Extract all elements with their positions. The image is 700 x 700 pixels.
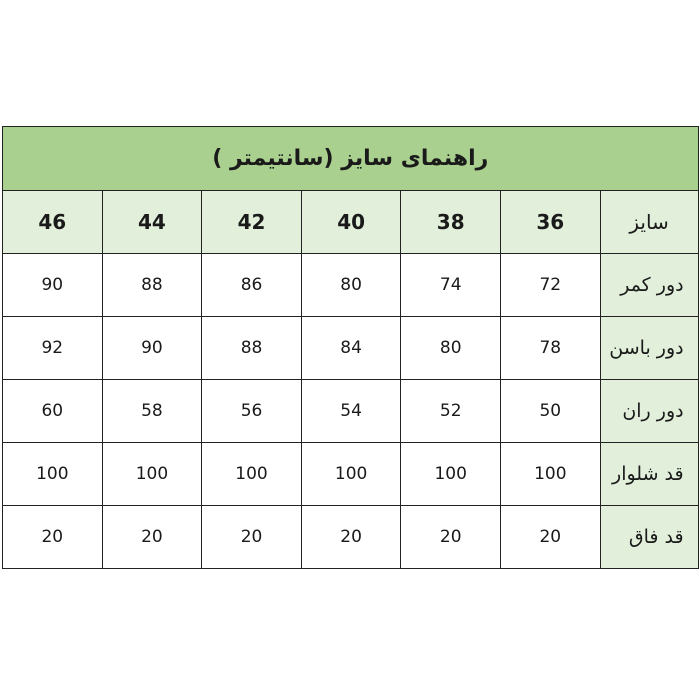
table-cell: 20 <box>102 506 202 569</box>
table-cell: 78 <box>501 317 601 380</box>
table-cell: 100 <box>102 443 202 506</box>
table-row-rise <box>3 506 699 569</box>
table-cell: 100 <box>301 443 401 506</box>
table-cell: 20 <box>301 506 401 569</box>
table-cell: 80 <box>401 317 501 380</box>
size-header-cell: 46 <box>3 191 103 254</box>
table-cell: 100 <box>3 443 103 506</box>
table-cell: 20 <box>3 506 103 569</box>
table-cell: 58 <box>102 380 202 443</box>
row-label: قد فاق <box>600 506 698 569</box>
table-cell: 50 <box>501 380 601 443</box>
table-cell: 60 <box>3 380 103 443</box>
row-label: دور باسن <box>600 317 698 380</box>
table-title: راهنمای سایز (سانتیمتر ) <box>3 127 699 191</box>
table-cell: 72 <box>501 254 601 317</box>
table-cell: 100 <box>401 443 501 506</box>
title-row <box>3 127 699 191</box>
table-cell: 100 <box>202 443 302 506</box>
table-cell: 90 <box>3 254 103 317</box>
table-row-waist <box>3 254 699 317</box>
size-header-cell: 38 <box>401 191 501 254</box>
table-row-inseam <box>3 443 699 506</box>
row-label: دور کمر <box>600 254 698 317</box>
table-cell: 52 <box>401 380 501 443</box>
table-cell: 86 <box>202 254 302 317</box>
table-cell: 20 <box>202 506 302 569</box>
table-row-thigh <box>3 380 699 443</box>
table-row-hip <box>3 317 699 380</box>
size-guide-table-wrapper <box>2 126 698 569</box>
size-header-cell: 42 <box>202 191 302 254</box>
size-header-row <box>3 191 699 254</box>
size-guide-table <box>2 126 699 569</box>
table-cell: 56 <box>202 380 302 443</box>
table-cell: 92 <box>3 317 103 380</box>
table-cell: 20 <box>501 506 601 569</box>
table-cell: 88 <box>202 317 302 380</box>
table-cell: 74 <box>401 254 501 317</box>
row-label: دور ران <box>600 380 698 443</box>
table-cell: 80 <box>301 254 401 317</box>
table-cell: 54 <box>301 380 401 443</box>
table-cell: 84 <box>301 317 401 380</box>
table-cell: 20 <box>401 506 501 569</box>
table-cell: 88 <box>102 254 202 317</box>
size-header-cell: 40 <box>301 191 401 254</box>
size-header-label: سایز <box>600 191 698 254</box>
size-header-cell: 36 <box>501 191 601 254</box>
row-label: قد شلوار <box>600 443 698 506</box>
size-header-cell: 44 <box>102 191 202 254</box>
table-cell: 90 <box>102 317 202 380</box>
table-cell: 100 <box>501 443 601 506</box>
